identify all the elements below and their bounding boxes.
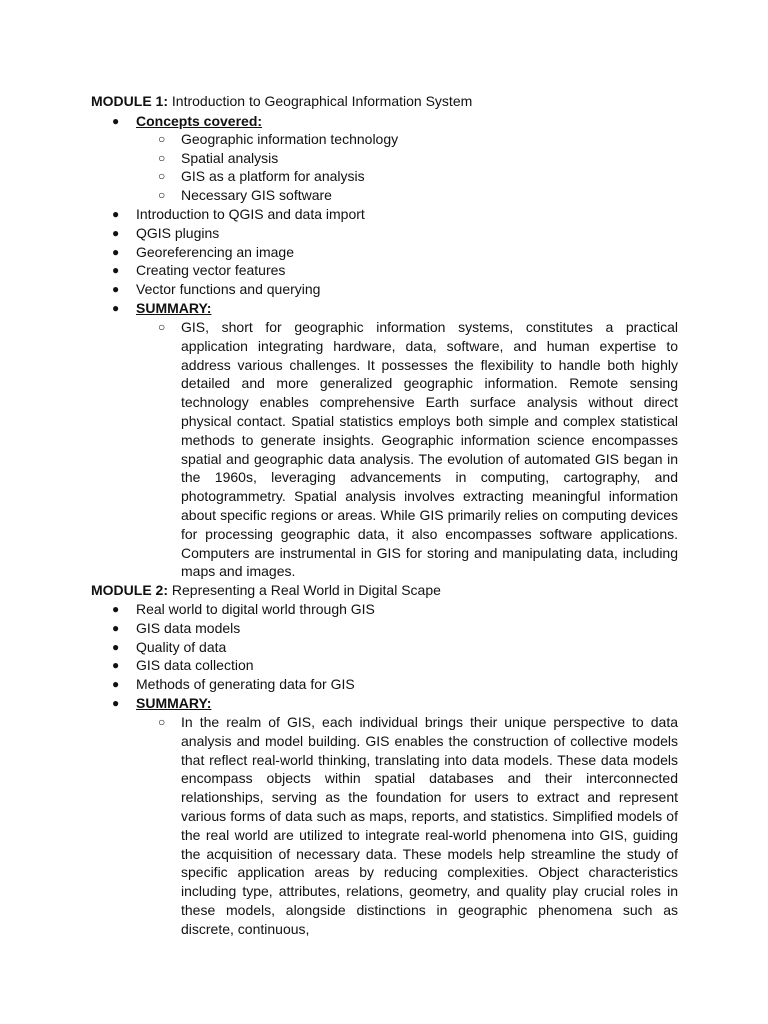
module-1-title: Introduction to Geographical Information System — [171, 93, 473, 109]
list-item-text: GIS data collection — [136, 657, 254, 673]
bullet-icon: ● — [112, 602, 120, 616]
sub-bullet-icon: ○ — [158, 169, 166, 183]
module-2-title: Representing a Real World in Digital Scape — [171, 582, 441, 598]
module-1-label: MODULE 1: — [91, 93, 168, 109]
bullet-icon: ● — [112, 677, 120, 691]
bullet-icon: ● — [112, 621, 120, 635]
sub-bullet-icon: ○ — [158, 715, 166, 729]
list-item-text: Real world to digital world through GIS — [136, 601, 375, 617]
module-1-heading — [91, 92, 472, 110]
sub-bullet-icon: ○ — [158, 320, 166, 334]
list-item-text: Introduction to QGIS and data import — [136, 206, 365, 222]
list-item-text: Creating vector features — [136, 262, 286, 278]
bullet-icon: ● — [112, 207, 120, 221]
module-2-heading — [91, 581, 441, 599]
bullet-icon: ● — [112, 263, 120, 277]
list-item-text: Vector functions and querying — [136, 281, 321, 297]
sub-bullet-icon: ○ — [158, 132, 166, 146]
bullet-icon: ● — [112, 696, 120, 710]
bullet-icon: ● — [112, 658, 120, 672]
summary-label: SUMMARY: — [136, 695, 212, 711]
concept-item-text: Necessary GIS software — [181, 187, 332, 203]
list-item-text: Quality of data — [136, 639, 227, 655]
bullet-icon: ● — [112, 282, 120, 296]
module-1-summary-paragraph: GIS, short for geographic information systems, constitutes a practical application integrating hardware, data, software, and human expertise to address various challenges. It possesses the flexibility to handle both highly detailed and more generalized geographic information. Remote sensing technology enables comprehensive Earth surface analysis without direct physical contact. Spatial statistics employs both simple and complex statistical methods to generate insights. Geographic information science encompasses spatial and geographic data analysis. The evolution of automated GIS began in the 1960s, leveraging advancements in computing, cartography, and photogrammetry. Spatial analysis involves extracting meaningful information about specific regions or areas. While GIS primarily relies on computing devices for processing geographic data, it also encompasses software applications. Computers are instrumental in GIS for storing and manipulating data, including maps and images. — [181, 319, 678, 580]
sub-bullet-icon: ○ — [158, 188, 166, 202]
bullet-icon: ● — [112, 640, 120, 654]
bullet-icon: ● — [112, 114, 120, 128]
concepts-covered-label: Concepts covered: — [136, 113, 263, 129]
summary-label: SUMMARY: — [136, 300, 212, 316]
module-2-summary-paragraph: In the realm of GIS, each individual brings their unique perspective to data analysis and model building. GIS enables the construction of collective models that reflect real-world thinking, translating into data models. These data models encompass objects within spatial databases and their interconnected relationships, serving as the foundation for users to extract and represent various forms of data such as maps, reports, and statistics. Simplified models of the real world are utilized to integrate real-world phenomena into GIS, guiding the acquisition of necessary data. These models help streamline the study of specific application areas by reducing complexities. Object characteristics including type, attributes, relations, geometry, and quality play crucial roles in these models, alongside distinctions in geographic phenomena such as discrete, continuous, — [181, 714, 678, 937]
bullet-icon: ● — [112, 226, 120, 240]
concept-item-text: Spatial analysis — [181, 150, 279, 166]
bullet-icon: ● — [112, 301, 120, 315]
concept-item-text: GIS as a platform for analysis — [181, 168, 365, 184]
bullet-icon: ● — [112, 245, 120, 259]
list-item-text: Methods of generating data for GIS — [136, 676, 355, 692]
module-2-label: MODULE 2: — [91, 582, 168, 598]
list-item-text: Georeferencing an image — [136, 244, 294, 260]
sub-bullet-icon: ○ — [158, 151, 166, 165]
list-item-text: QGIS plugins — [136, 225, 220, 241]
list-item-text: GIS data models — [136, 620, 241, 636]
concept-item-text: Geographic information technology — [181, 131, 399, 147]
